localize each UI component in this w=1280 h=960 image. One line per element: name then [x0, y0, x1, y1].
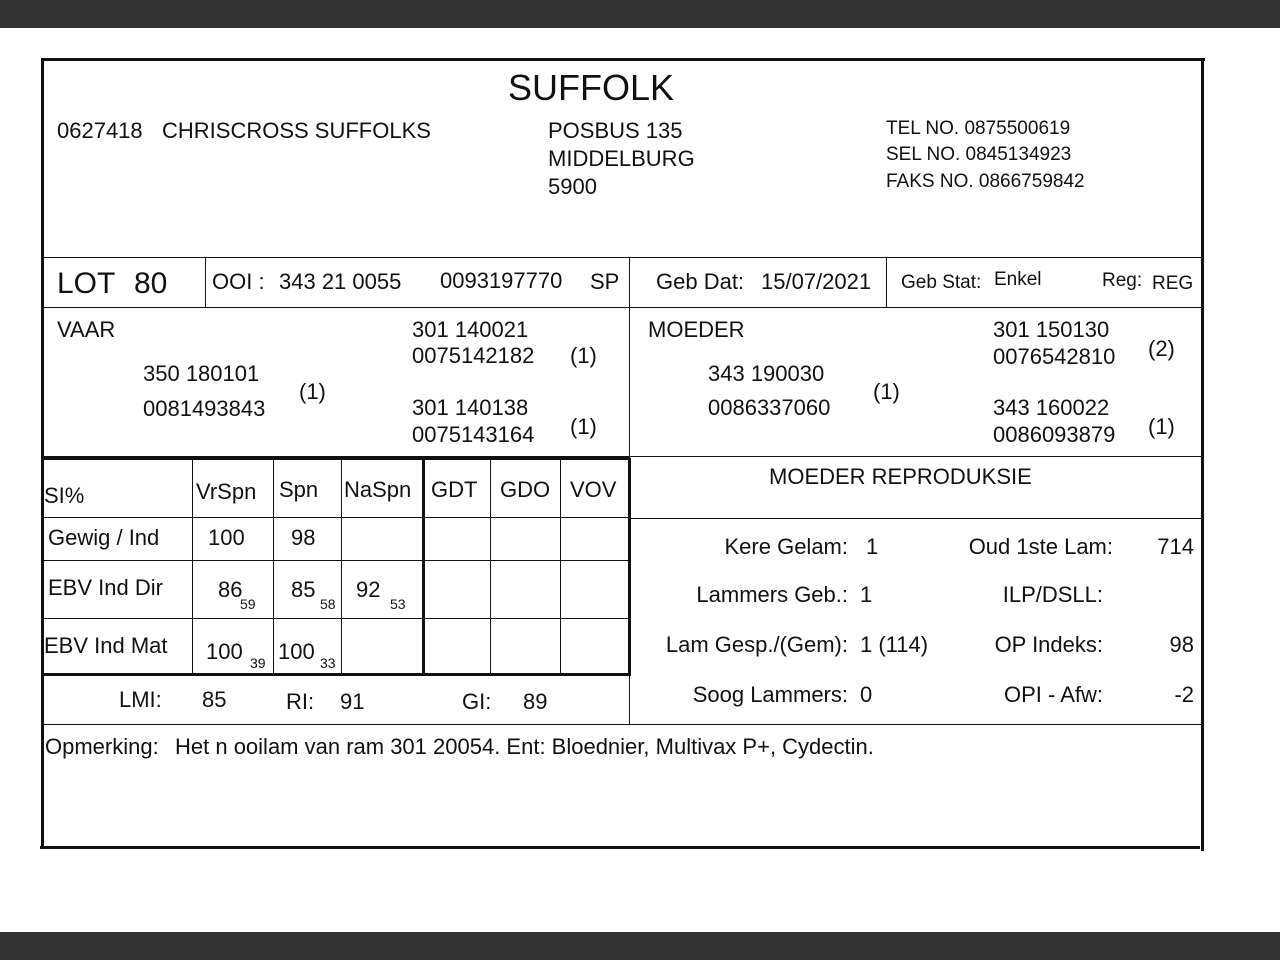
animal-reg-number: 343 21 0055: [279, 269, 402, 294]
rule-si-col2: [273, 460, 274, 674]
sire-dam-id: 0075143164: [412, 422, 535, 447]
reg-value: REG: [1152, 273, 1194, 294]
rule-repro-title-bottom: [630, 518, 1201, 519]
si-cell-value: 100: [208, 525, 245, 550]
rule-si-right-thick: [628, 458, 631, 674]
si-cell-value: 100: [278, 639, 315, 664]
index-label: LMI:: [119, 687, 162, 712]
rule-birthdate-divider: [886, 258, 887, 307]
dam-dam-count: (1): [1148, 414, 1175, 439]
animal-id-number: 0093197770: [440, 268, 563, 293]
index-value: 91: [340, 689, 365, 714]
phone-fax: FAKS NO. 0866759842: [886, 171, 1085, 192]
address-line-1: POSBUS 135: [548, 118, 683, 143]
repro-value: 1 (114): [860, 632, 929, 657]
breeder-id: 0627418: [57, 118, 143, 143]
si-cell-value: 85: [291, 577, 316, 602]
sire-count: (1): [299, 379, 326, 404]
si-cell-value: 86: [218, 577, 243, 602]
sire-reg: 350 180101: [143, 361, 260, 386]
si-header-gdt: GDT: [431, 477, 478, 502]
sire-sire-reg: 301 140021: [412, 317, 529, 342]
repro-label: Soog Lammers:: [692, 682, 848, 707]
dam-dam-id: 0086093879: [993, 422, 1116, 447]
rule-si-row1: [44, 560, 629, 561]
card-border-left: [41, 58, 44, 849]
rule-si-col4-thick: [422, 460, 425, 674]
index-value: 89: [523, 689, 548, 714]
index-label: RI:: [286, 689, 315, 714]
card-border-right: [1201, 58, 1204, 851]
repro-label: Lam Gesp./(Gem):: [665, 632, 848, 657]
rule-si-header: [44, 517, 629, 518]
sire-dam-reg: 301 140138: [412, 395, 529, 420]
dam-sire-reg: 301 150130: [993, 317, 1110, 342]
si-header-gdo: GDO: [500, 477, 551, 502]
repro-label: OP Indeks:: [994, 632, 1103, 657]
repro-label: OPI - Afw:: [1003, 682, 1103, 707]
index-label: GI:: [462, 689, 492, 714]
repro-value: 98: [1169, 632, 1194, 657]
viewer-bottom-bar: [0, 932, 1280, 960]
sire-sire-count: (1): [570, 343, 597, 368]
card-border-top: [41, 58, 1205, 61]
si-cell-value: 92: [356, 577, 381, 602]
repro-label: Lammers Geb.:: [696, 582, 848, 607]
rule-si-col5: [490, 460, 491, 674]
repro-label: Oud 1ste Lam:: [968, 534, 1113, 559]
si-cell-accuracy: 39: [250, 655, 266, 671]
birth-status: Enkel: [994, 269, 1042, 290]
dam-sire-count: (2): [1148, 336, 1175, 361]
dam-sire-id: 0076542810: [993, 344, 1116, 369]
birth-date-label: Geb Dat:: [656, 269, 745, 294]
repro-label: Kere Gelam:: [724, 534, 848, 559]
si-row-label: EBV Ind Dir: [48, 575, 163, 600]
lot-number: 80: [134, 267, 168, 300]
sire-id: 0081493843: [143, 396, 266, 421]
viewer-top-bar: [0, 0, 1280, 28]
reproduction-title: MOEDER REPRODUKSIE: [769, 464, 1032, 489]
rule-lot-divider: [205, 258, 206, 307]
breeder-name: CHRISCROSS SUFFOLKS: [162, 118, 431, 143]
dam-dam-reg: 343 160022: [993, 395, 1110, 420]
repro-value: -2: [1174, 682, 1194, 707]
sire-dam-count: (1): [570, 414, 597, 439]
phone-cell: SEL NO. 0845134923: [886, 144, 1072, 165]
repro-label: ILP/DSLL:: [1002, 582, 1103, 607]
si-header-label: SI%: [44, 483, 85, 508]
repro-value: 714: [1157, 534, 1194, 559]
birth-status-label: Geb Stat:: [901, 272, 982, 293]
remark-label: Opmerking:: [45, 734, 159, 759]
dam-id: 0086337060: [708, 395, 831, 420]
rule-si-bottom: [44, 673, 631, 676]
si-row-label: Gewig / Ind: [48, 525, 160, 550]
rule-remark-top: [44, 724, 1201, 725]
repro-value: 0: [860, 682, 873, 707]
repro-value: 1: [860, 582, 873, 607]
rule-si-thick-top: [44, 457, 630, 460]
si-cell-accuracy: 59: [240, 596, 256, 612]
rule-si-row2: [44, 618, 629, 619]
address-line-2: MIDDELBURG: [548, 146, 695, 171]
animal-sex-label: OOI :: [212, 269, 265, 294]
dam-reg: 343 190030: [708, 361, 825, 386]
si-row-label: EBV Ind Mat: [44, 633, 168, 658]
si-header-vrspn: VrSpn: [196, 479, 257, 504]
sire-label: VAAR: [57, 317, 116, 342]
lot-label: LOT: [57, 267, 116, 300]
si-header-naspn: NaSpn: [344, 477, 412, 502]
si-cell-value: 98: [291, 525, 316, 550]
si-cell-accuracy: 58: [320, 596, 336, 612]
si-cell-accuracy: 53: [390, 596, 406, 612]
dam-count: (1): [873, 379, 900, 404]
rule-si-col1: [192, 460, 193, 674]
dam-label: MOEDER: [648, 317, 745, 342]
sire-sire-id: 0075142182: [412, 343, 535, 368]
index-value: 85: [202, 687, 227, 712]
birth-date: 15/07/2021: [761, 269, 872, 294]
repro-value: 1: [866, 534, 879, 559]
address-line-3: 5900: [548, 174, 597, 199]
si-header-vov: VOV: [570, 477, 617, 502]
rule-lot-bottom: [44, 307, 1201, 308]
animal-code: SP: [590, 269, 620, 294]
reg-label: Reg:: [1102, 270, 1143, 291]
remark-text: Het n ooilam van ram 301 20054. Ent: Bloednier, Multivax P+, Cydectin.: [175, 734, 874, 759]
si-header-spn: Spn: [279, 477, 319, 502]
rule-si-col6: [560, 460, 561, 674]
phone-tel: TEL NO. 0875500619: [886, 118, 1071, 139]
card-border-bottom: [40, 846, 1200, 849]
rule-si-col3: [341, 460, 342, 674]
si-cell-accuracy: 33: [320, 655, 336, 671]
si-cell-value: 100: [206, 639, 243, 664]
rule-header-bottom: [44, 257, 1201, 258]
breed-title: SUFFOLK: [508, 67, 675, 108]
